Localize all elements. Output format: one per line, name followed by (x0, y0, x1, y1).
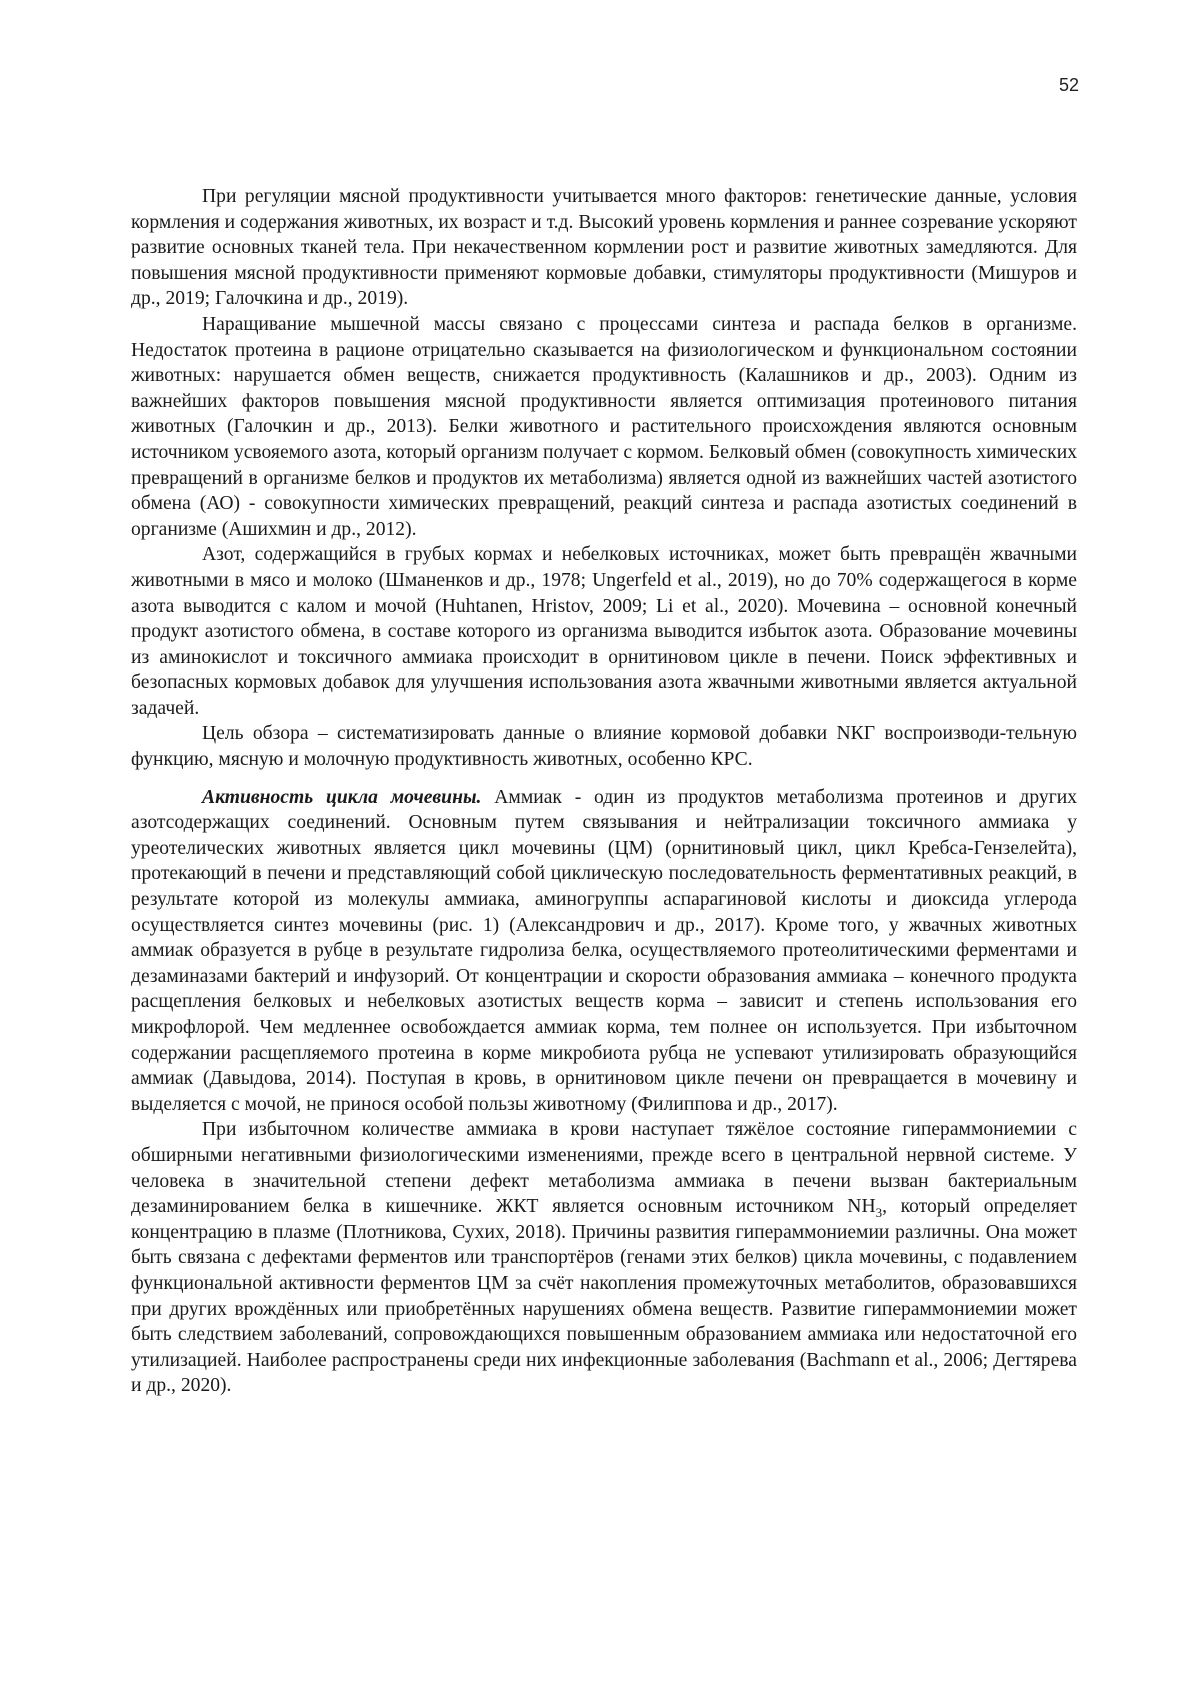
paragraph-review-goal: Цель обзора – систематизировать данные о влияние кормовой добавки NКГ воспроизводи-тельную функцию, мясную и молочную продуктивность животных, особенно КРС. (131, 723, 1077, 771)
paragraph-urea-cycle (131, 785, 1077, 1118)
paragraph-hyperammonemia-text-before: При избыточном количестве аммиака в крови наступает тяжёлое состояние гипераммониемии с обширными негативными физиологическими изменениями, прежде всего в центральной нервной системе. У человека в значительной степени дефект метаболизма аммиака в печени вызван бактериальным дезаминированием белка в кишечнике. ЖКТ является основным источником NH (131, 1119, 1077, 1218)
document-body (131, 184, 1077, 1399)
paragraph-hyperammonemia-text-after: , который определяет концентрацию в плазме (Плотникова, Сухих, 2018). Причины развития гипераммониемии различны. Она может быть связана с дефектами ферментов или транспортёров (генами этих белков) цикла мочевины, с подавлением функциональной активности ферментов ЦМ за счёт накопления промежуточных метаболитов, образовавшихся при других врождённых или приобретённых нарушениях обмена веществ. Развитие гипераммониемии может быть следствием заболеваний, сопровождающихся повышенным образованием аммиака или недостаточной его утилизацией. Наиболее распространены среди них инфекционные заболевания (Bachmann et al., 2006; Дегтярева и др., 2020). (131, 1196, 1077, 1397)
paragraph-urea-cycle-text: Аммиак - один из продуктов метаболизма протеинов и других азотсодержащих соединений. Основным путем связывания и нейтрализации токсичного аммиака у уреотелических животных является цикл мочевины (ЦМ) (орнитиновый цикл, цикл Кребса-Гензелейта), протекающий в печени и представляющий собой циклическую последовательность ферментативных реакций, в результате которой из молекулы аммиака, аминогруппы аспарагиновой кислоты и диоксида углерода осуществляется синтез мочевины (рис. 1) (Александрович и др., 2017). Кроме того, у жвачных животных аммиак образуется в рубце в результате гидролиза белка, осуществляемого протеолитическими ферментами и дезаминазами бактерий и инфузорий. От концентрации и скорости образования аммиака – конечного продукта расщепления белковых и небелковых азотистых веществ корма – зависит и степень использования его микрофлорой. Чем медленнее освобождается аммиак корма, тем полнее он используется. При избыточном содержании расщепляемого протеина в корме микробиота рубца не успевают утилизировать образующийся аммиак (Давыдова, 2014). Поступая в кровь, в орнитиновом цикле печени он превращается в мочевину и выделяется с мочой, не принося особой пользы животному (Филиппова и др., 2017). (131, 786, 1078, 1115)
paragraph-hyperammonemia (131, 1117, 1077, 1399)
paragraph-muscle-mass: Наращивание мышечной массы связано с процессами синтеза и распада белков в организме. Недостаток протеина в рационе отрицательно сказывается на физиологическом и функциональном состоянии животных: нарушается обмен веществ, снижается продуктивность (Калашников и др., 2003). Одним из важнейших факторов повышения мясной продуктивности является оптимизация протеинового питания животных (Галочкин и др., 2013). Белки животного и растительного происхождения являются основным источником усвояемого азота, который организм получает с кормом. Белковый обмен (совокупность химических превращений в организме белков и продуктов их метаболизма) является одной из важнейших частей азотистого обмена (АО) - совокупности химических превращений, реакций синтеза и распада азотистых соединений в организме (Ашихмин и др., 2012). (131, 313, 1077, 540)
paragraph-meat-productivity: При регуляции мясной продуктивности учитывается много факторов: генетические данные, условия кормления и содержания животных, их возраст и т.д. Высокий уровень кормления и раннее созревание ускоряют развитие основных тканей тела. При некачественном кормлении рост и развитие животных замедляются. Для повышения мясной продуктивности применяют кормовые добавки, стимуляторы продуктивности (Мишуров и др., 2019; Галочкина и др., 2019). (131, 186, 1077, 310)
nh3-subscript: 3 (875, 1205, 883, 1221)
paragraph-nitrogen: Азот, содержащийся в грубых кормах и небелковых источниках, может быть превращён жвачными животными в мясо и молоко (Шманенков и др., 1978; Ungerfeld et al., 2019), но до 70% содержащегося в корме азота выводится с калом и мочой (Huhtanen, Hristov, 2009; Li et al., 2020). Мочевина – основной конечный продукт азотистого обмена, в составе которого из организма выводится избыток азота. Образование мочевины из аминокислот и токсичного аммиака происходит в орнитиновом цикле в печени. Поиск эффективных и безопасных кормовых добавок для улучшения использования азота жвачными животными является актуальной задачей. (131, 544, 1077, 719)
section-heading: Активность цикла мочевины. (202, 786, 482, 808)
page-number: 52 (1058, 75, 1079, 95)
